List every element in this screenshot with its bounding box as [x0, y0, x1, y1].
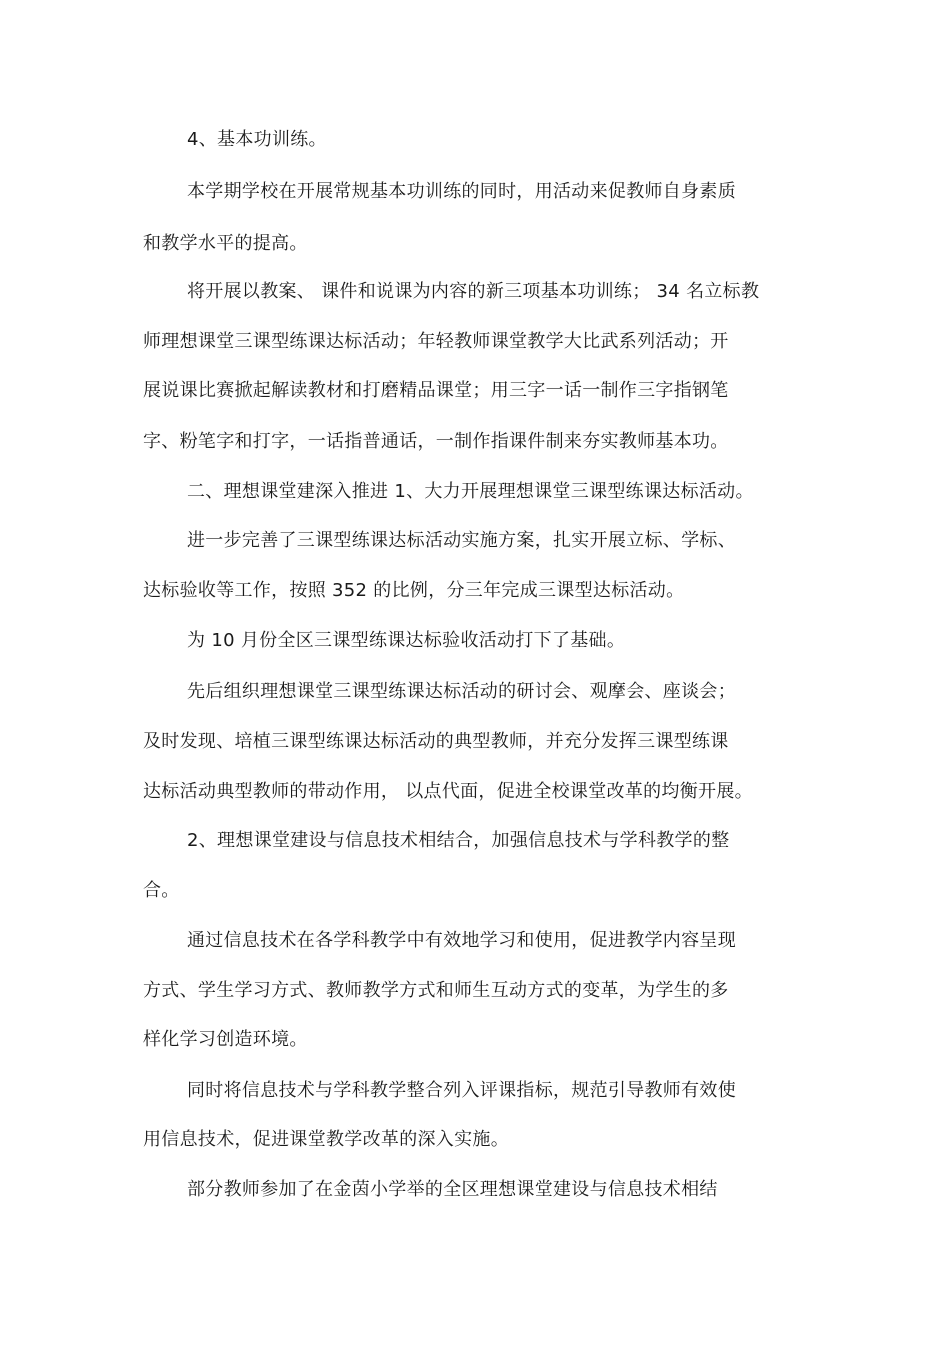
- text-line: 4、基本功训练。: [187, 129, 327, 150]
- text-line: 将开展以教案、 课件和说课为内容的新三项基本功训练； 34 名立标教: [187, 281, 760, 302]
- text-line: 和教学水平的提高。: [143, 233, 308, 254]
- text-line: 师理想课堂三课型练课达标活动；年轻教师课堂教学大比武系列活动；开: [143, 331, 729, 352]
- text-line: 样化学习创造环境。: [143, 1029, 308, 1050]
- text-line: 为 10 月份全区三课型练课达标验收活动打下了基础。: [187, 630, 626, 651]
- text-line: 用信息技术，促进课堂教学改革的深入实施。: [143, 1129, 509, 1150]
- text-line: 同时将信息技术与学科教学整合列入评课指标，规范引导教师有效使: [187, 1080, 736, 1101]
- text-line: 本学期学校在开展常规基本功训练的同时，用活动来促教师自身素质: [187, 181, 736, 202]
- text-line: 先后组织理想课堂三课型练课达标活动的研讨会、观摩会、座谈会；: [187, 681, 736, 702]
- text-line: 字、粉笔字和打字，一话指普通话，一制作指课件制来夯实教师基本功。: [143, 431, 729, 452]
- text-line: 及时发现、培植三课型练课达标活动的典型教师，并充分发挥三课型练课: [143, 731, 729, 752]
- text-line: 方式、学生学习方式、教师教学方式和师生互动方式的变革，为学生的多: [143, 980, 729, 1001]
- text-line: 通过信息技术在各学科教学中有效地学习和使用，促进教学内容呈现: [187, 930, 736, 951]
- text-line: 二、理想课堂建深入推进 1、大力开展理想课堂三课型练课达标活动。: [187, 481, 754, 502]
- text-line: 达标验收等工作，按照 352 的比例，分三年完成三课型达标活动。: [143, 580, 685, 601]
- text-line: 部分教师参加了在金茵小学举的全区理想课堂建设与信息技术相结: [187, 1179, 718, 1200]
- text-line: 达标活动典型教师的带动作用， 以点代面，促进全校课堂改革的均衡开展。: [143, 781, 753, 802]
- text-line: 2、理想课堂建设与信息技术相结合，加强信息技术与学科教学的整: [187, 830, 730, 851]
- text-line: 展说课比赛掀起解读教材和打磨精品课堂；用三字一话一制作三字指钢笔: [143, 380, 729, 401]
- text-line: 进一步完善了三课型练课达标活动实施方案，扎实开展立标、学标、: [187, 530, 736, 551]
- text-line: 合。: [143, 880, 180, 901]
